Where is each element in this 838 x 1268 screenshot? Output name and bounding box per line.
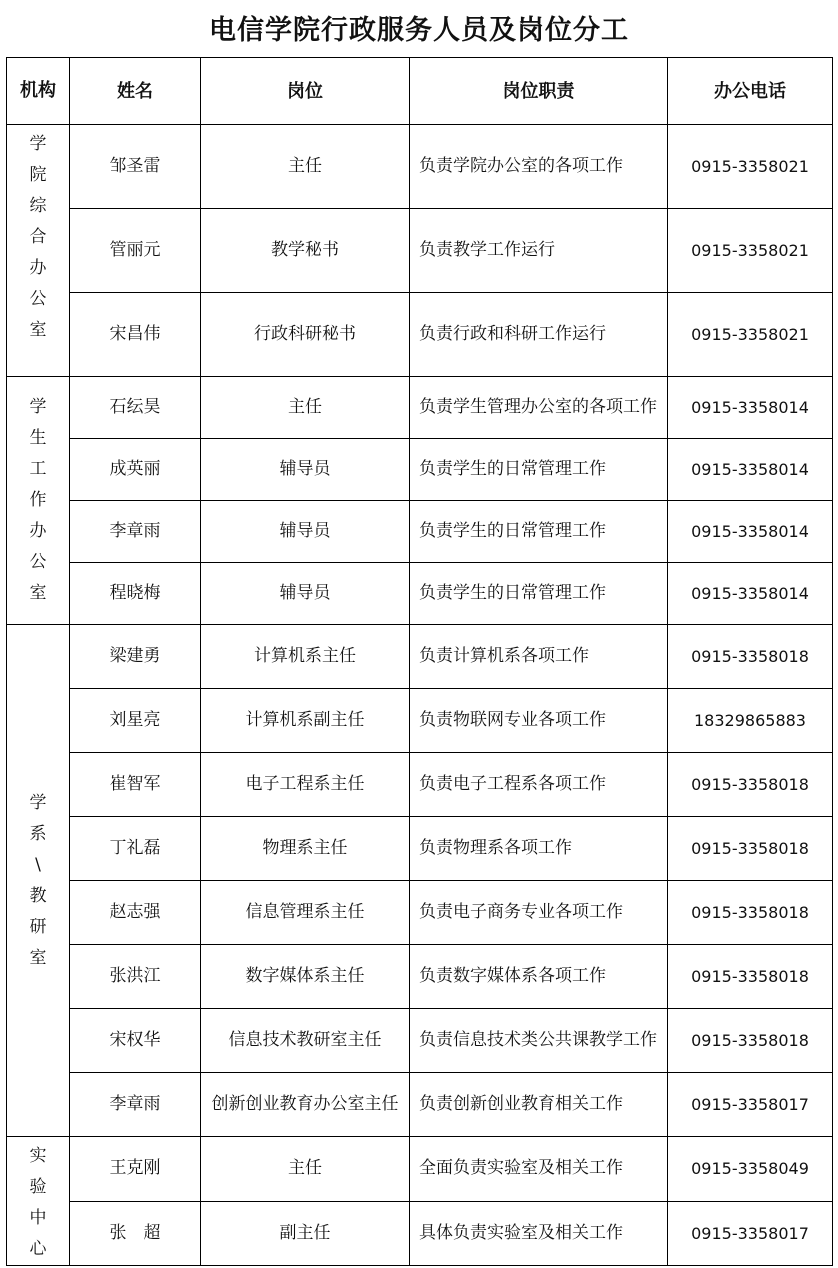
phone-cell: 0915-3358014 bbox=[668, 439, 833, 501]
duty-cell: 负责电子工程系各项工作 bbox=[410, 753, 668, 817]
name-cell: 张洪江 bbox=[70, 945, 201, 1009]
name-cell: 管丽元 bbox=[70, 209, 201, 293]
duty-cell: 负责物联网专业各项工作 bbox=[410, 689, 668, 753]
header-name: 姓名 bbox=[70, 58, 201, 125]
table-row bbox=[7, 1073, 833, 1137]
name-cell: 李章雨 bbox=[70, 501, 201, 563]
table-row bbox=[7, 625, 833, 689]
name-cell: 张 超 bbox=[70, 1201, 201, 1266]
phone-cell: 0915-3358018 bbox=[668, 1009, 833, 1073]
duty-cell: 负责物理系各项工作 bbox=[410, 817, 668, 881]
name-cell: 崔智军 bbox=[70, 753, 201, 817]
table-row bbox=[7, 501, 833, 563]
position-cell: 信息技术教研室主任 bbox=[201, 1009, 410, 1073]
header-row bbox=[7, 58, 833, 125]
duty-cell: 负责行政和科研工作运行 bbox=[410, 293, 668, 377]
phone-cell: 18329865883 bbox=[668, 689, 833, 753]
duty-cell: 具体负责实验室及相关工作 bbox=[410, 1201, 668, 1266]
position-cell: 主任 bbox=[201, 125, 410, 209]
duty-cell: 负责学生的日常管理工作 bbox=[410, 439, 668, 501]
duty-cell: 负责学生的日常管理工作 bbox=[410, 501, 668, 563]
table-row bbox=[7, 377, 833, 439]
duty-cell: 负责计算机系各项工作 bbox=[410, 625, 668, 689]
name-cell: 程晓梅 bbox=[70, 563, 201, 625]
duty-cell: 负责学生管理办公室的各项工作 bbox=[410, 377, 668, 439]
staff-table bbox=[6, 57, 833, 1266]
phone-cell: 0915-3358018 bbox=[668, 881, 833, 945]
position-cell: 数字媒体系主任 bbox=[201, 945, 410, 1009]
position-cell: 副主任 bbox=[201, 1201, 410, 1266]
phone-cell: 0915-3358018 bbox=[668, 817, 833, 881]
phone-cell: 0915-3358021 bbox=[668, 293, 833, 377]
table-body bbox=[7, 125, 833, 1266]
phone-cell: 0915-3358021 bbox=[668, 125, 833, 209]
phone-cell: 0915-3358018 bbox=[668, 945, 833, 1009]
position-cell: 计算机系副主任 bbox=[201, 689, 410, 753]
phone-cell: 0915-3358021 bbox=[668, 209, 833, 293]
position-cell: 主任 bbox=[201, 377, 410, 439]
duty-cell: 负责电子商务专业各项工作 bbox=[410, 881, 668, 945]
table-row bbox=[7, 125, 833, 209]
table-row bbox=[7, 209, 833, 293]
position-cell: 计算机系主任 bbox=[201, 625, 410, 689]
duty-cell: 负责学生的日常管理工作 bbox=[410, 563, 668, 625]
table-row bbox=[7, 1137, 833, 1202]
phone-cell: 0915-3358018 bbox=[668, 753, 833, 817]
table-row bbox=[7, 753, 833, 817]
name-cell: 邹圣雷 bbox=[70, 125, 201, 209]
name-cell: 宋权华 bbox=[70, 1009, 201, 1073]
table-row bbox=[7, 439, 833, 501]
duty-cell: 负责教学工作运行 bbox=[410, 209, 668, 293]
org-cell: 学 生 工 作 办 公 室 bbox=[7, 377, 70, 625]
position-cell: 创新创业教育办公室主任 bbox=[201, 1073, 410, 1137]
phone-cell: 0915-3358017 bbox=[668, 1073, 833, 1137]
name-cell: 宋昌伟 bbox=[70, 293, 201, 377]
position-cell: 物理系主任 bbox=[201, 817, 410, 881]
phone-cell: 0915-3358018 bbox=[668, 625, 833, 689]
org-cell: 学 系 \ 教 研 室 bbox=[7, 625, 70, 1137]
name-cell: 梁建勇 bbox=[70, 625, 201, 689]
table-row bbox=[7, 293, 833, 377]
position-cell: 主任 bbox=[201, 1137, 410, 1202]
position-cell: 辅导员 bbox=[201, 439, 410, 501]
phone-cell: 0915-3358017 bbox=[668, 1201, 833, 1266]
name-cell: 赵志强 bbox=[70, 881, 201, 945]
header-org: 机构 bbox=[7, 58, 70, 125]
table-row bbox=[7, 1201, 833, 1266]
table-row bbox=[7, 563, 833, 625]
position-cell: 信息管理系主任 bbox=[201, 881, 410, 945]
duty-cell: 负责信息技术类公共课教学工作 bbox=[410, 1009, 668, 1073]
page-title: 电信学院行政服务人员及岗位分工 bbox=[209, 15, 629, 46]
name-cell: 石纭昊 bbox=[70, 377, 201, 439]
header-phone: 办公电话 bbox=[668, 58, 833, 125]
header-position: 岗位 bbox=[201, 58, 410, 125]
name-cell: 丁礼磊 bbox=[70, 817, 201, 881]
name-cell: 成英丽 bbox=[70, 439, 201, 501]
name-cell: 刘星亮 bbox=[70, 689, 201, 753]
position-cell: 辅导员 bbox=[201, 501, 410, 563]
org-cell: 实 验 中 心 bbox=[7, 1137, 70, 1266]
duty-cell: 全面负责实验室及相关工作 bbox=[410, 1137, 668, 1202]
position-cell: 行政科研秘书 bbox=[201, 293, 410, 377]
phone-cell: 0915-3358014 bbox=[668, 501, 833, 563]
table-row bbox=[7, 1009, 833, 1073]
phone-cell: 0915-3358014 bbox=[668, 377, 833, 439]
table-row bbox=[7, 881, 833, 945]
header-duty: 岗位职责 bbox=[410, 58, 668, 125]
duty-cell: 负责创新创业教育相关工作 bbox=[410, 1073, 668, 1137]
position-cell: 辅导员 bbox=[201, 563, 410, 625]
org-cell: 学 院 综 合 办 公 室 bbox=[7, 125, 70, 377]
table-row bbox=[7, 945, 833, 1009]
name-cell: 李章雨 bbox=[70, 1073, 201, 1137]
phone-cell: 0915-3358014 bbox=[668, 563, 833, 625]
duty-cell: 负责学院办公室的各项工作 bbox=[410, 125, 668, 209]
position-cell: 教学秘书 bbox=[201, 209, 410, 293]
table-row bbox=[7, 689, 833, 753]
phone-cell: 0915-3358049 bbox=[668, 1137, 833, 1202]
table-row bbox=[7, 817, 833, 881]
duty-cell: 负责数字媒体系各项工作 bbox=[410, 945, 668, 1009]
name-cell: 王克刚 bbox=[70, 1137, 201, 1202]
position-cell: 电子工程系主任 bbox=[201, 753, 410, 817]
